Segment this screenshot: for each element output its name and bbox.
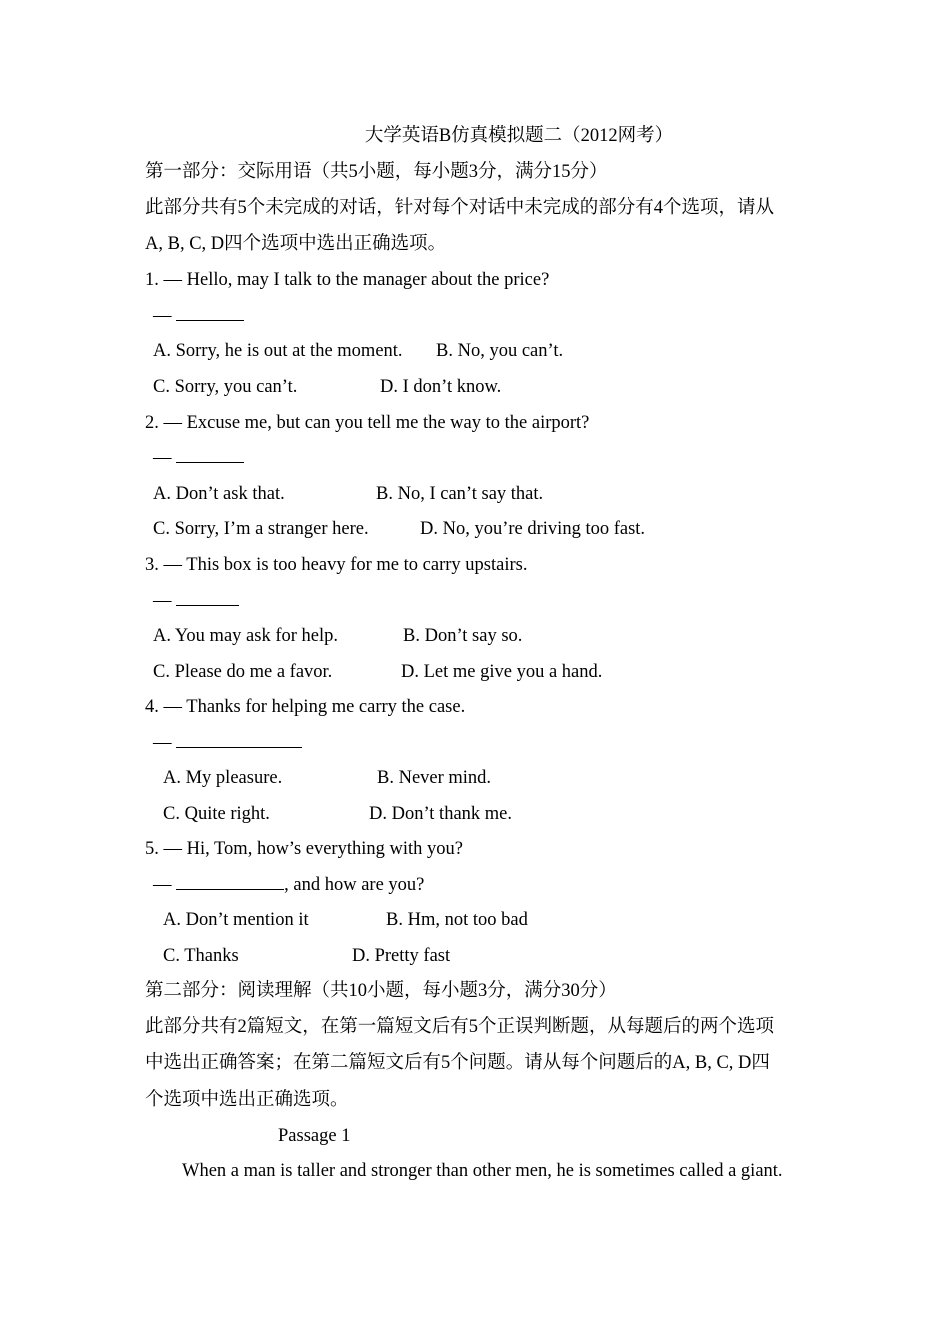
option-a: A. My pleasure. [163,768,283,788]
part2-heading: 第二部分：阅读理解（共10小题，每小题3分，满分30分） [145,981,617,1001]
option-c: C. Please do me a favor. [153,662,333,682]
option-a: A. Don’t mention it [163,910,309,930]
question-stem: 1. — Hello, may I talk to the manager about the price? [145,270,550,290]
option-d: D. Let me give you a hand. [401,662,603,682]
option-b: B. Hm, not too bad [386,910,528,930]
answer-dash: — [153,875,177,895]
question-stem: 2. — Excuse me, but can you tell me the way to the airport? [145,413,590,433]
answer-blank [176,731,302,748]
option-b: B. No, you can’t. [436,341,564,361]
part2-instructions: 中选出正确答案；在第二篇短文后有5个问题。请从每个问题后的A, B, C, D四 [145,1053,770,1073]
part2-instructions: 个选项中选出正确选项。 [145,1090,349,1110]
answer-blank [176,446,244,463]
passage-title: Passage 1 [278,1126,351,1146]
option-a: A. Sorry, he is out at the moment. [153,341,403,361]
passage-text: When a man is taller and stronger than other men, he is sometimes called a giant. [182,1161,783,1181]
option-a: A. You may ask for help. [153,626,338,646]
option-c: C. Thanks [163,946,239,966]
document-title: 大学英语B仿真模拟题二（2012网考） [364,126,674,146]
option-a: A. Don’t ask that. [153,484,285,504]
option-b: B. Don’t say so. [403,626,523,646]
part1-instructions: 此部分共有5个未完成的对话，针对每个对话中未完成的部分有4个选项，请从 [145,198,775,218]
option-c: C. Quite right. [163,804,270,824]
answer-suffix: , and how are you? [284,875,425,895]
option-d: D. Don’t thank me. [369,804,513,824]
option-c: C. Sorry, you can’t. [153,377,298,397]
answer-line [153,873,424,897]
option-d: D. Pretty fast [352,946,451,966]
answer-blank [176,589,239,606]
answer-line [153,731,302,755]
option-d: D. I don’t know. [380,377,502,397]
question-stem: 4. — Thanks for helping me carry the case. [145,697,466,717]
answer-blank [176,304,244,321]
answer-line [153,446,244,470]
option-b: B. Never mind. [377,768,492,788]
answer-dash: — [153,306,177,326]
answer-dash: — [153,448,177,468]
answer-line [153,589,239,613]
question-stem: 5. — Hi, Tom, how’s everything with you? [145,839,463,859]
part2-instructions: 此部分共有2篇短文，在第一篇短文后有5个正误判断题，从每题后的两个选项 [145,1017,775,1037]
part1-heading: 第一部分：交际用语（共5小题，每小题3分，满分15分） [145,162,608,182]
option-c: C. Sorry, I’m a stranger here. [153,519,369,539]
option-d: D. No, you’re driving too fast. [420,519,646,539]
answer-line [153,304,244,328]
option-b: B. No, I can’t say that. [376,484,544,504]
answer-dash: — [153,591,177,611]
answer-dash: — [153,733,177,753]
answer-blank [176,873,284,890]
question-stem: 3. — This box is too heavy for me to carry upstairs. [145,555,528,575]
part1-instructions: A, B, C, D四个选项中选出正确选项。 [145,234,447,254]
